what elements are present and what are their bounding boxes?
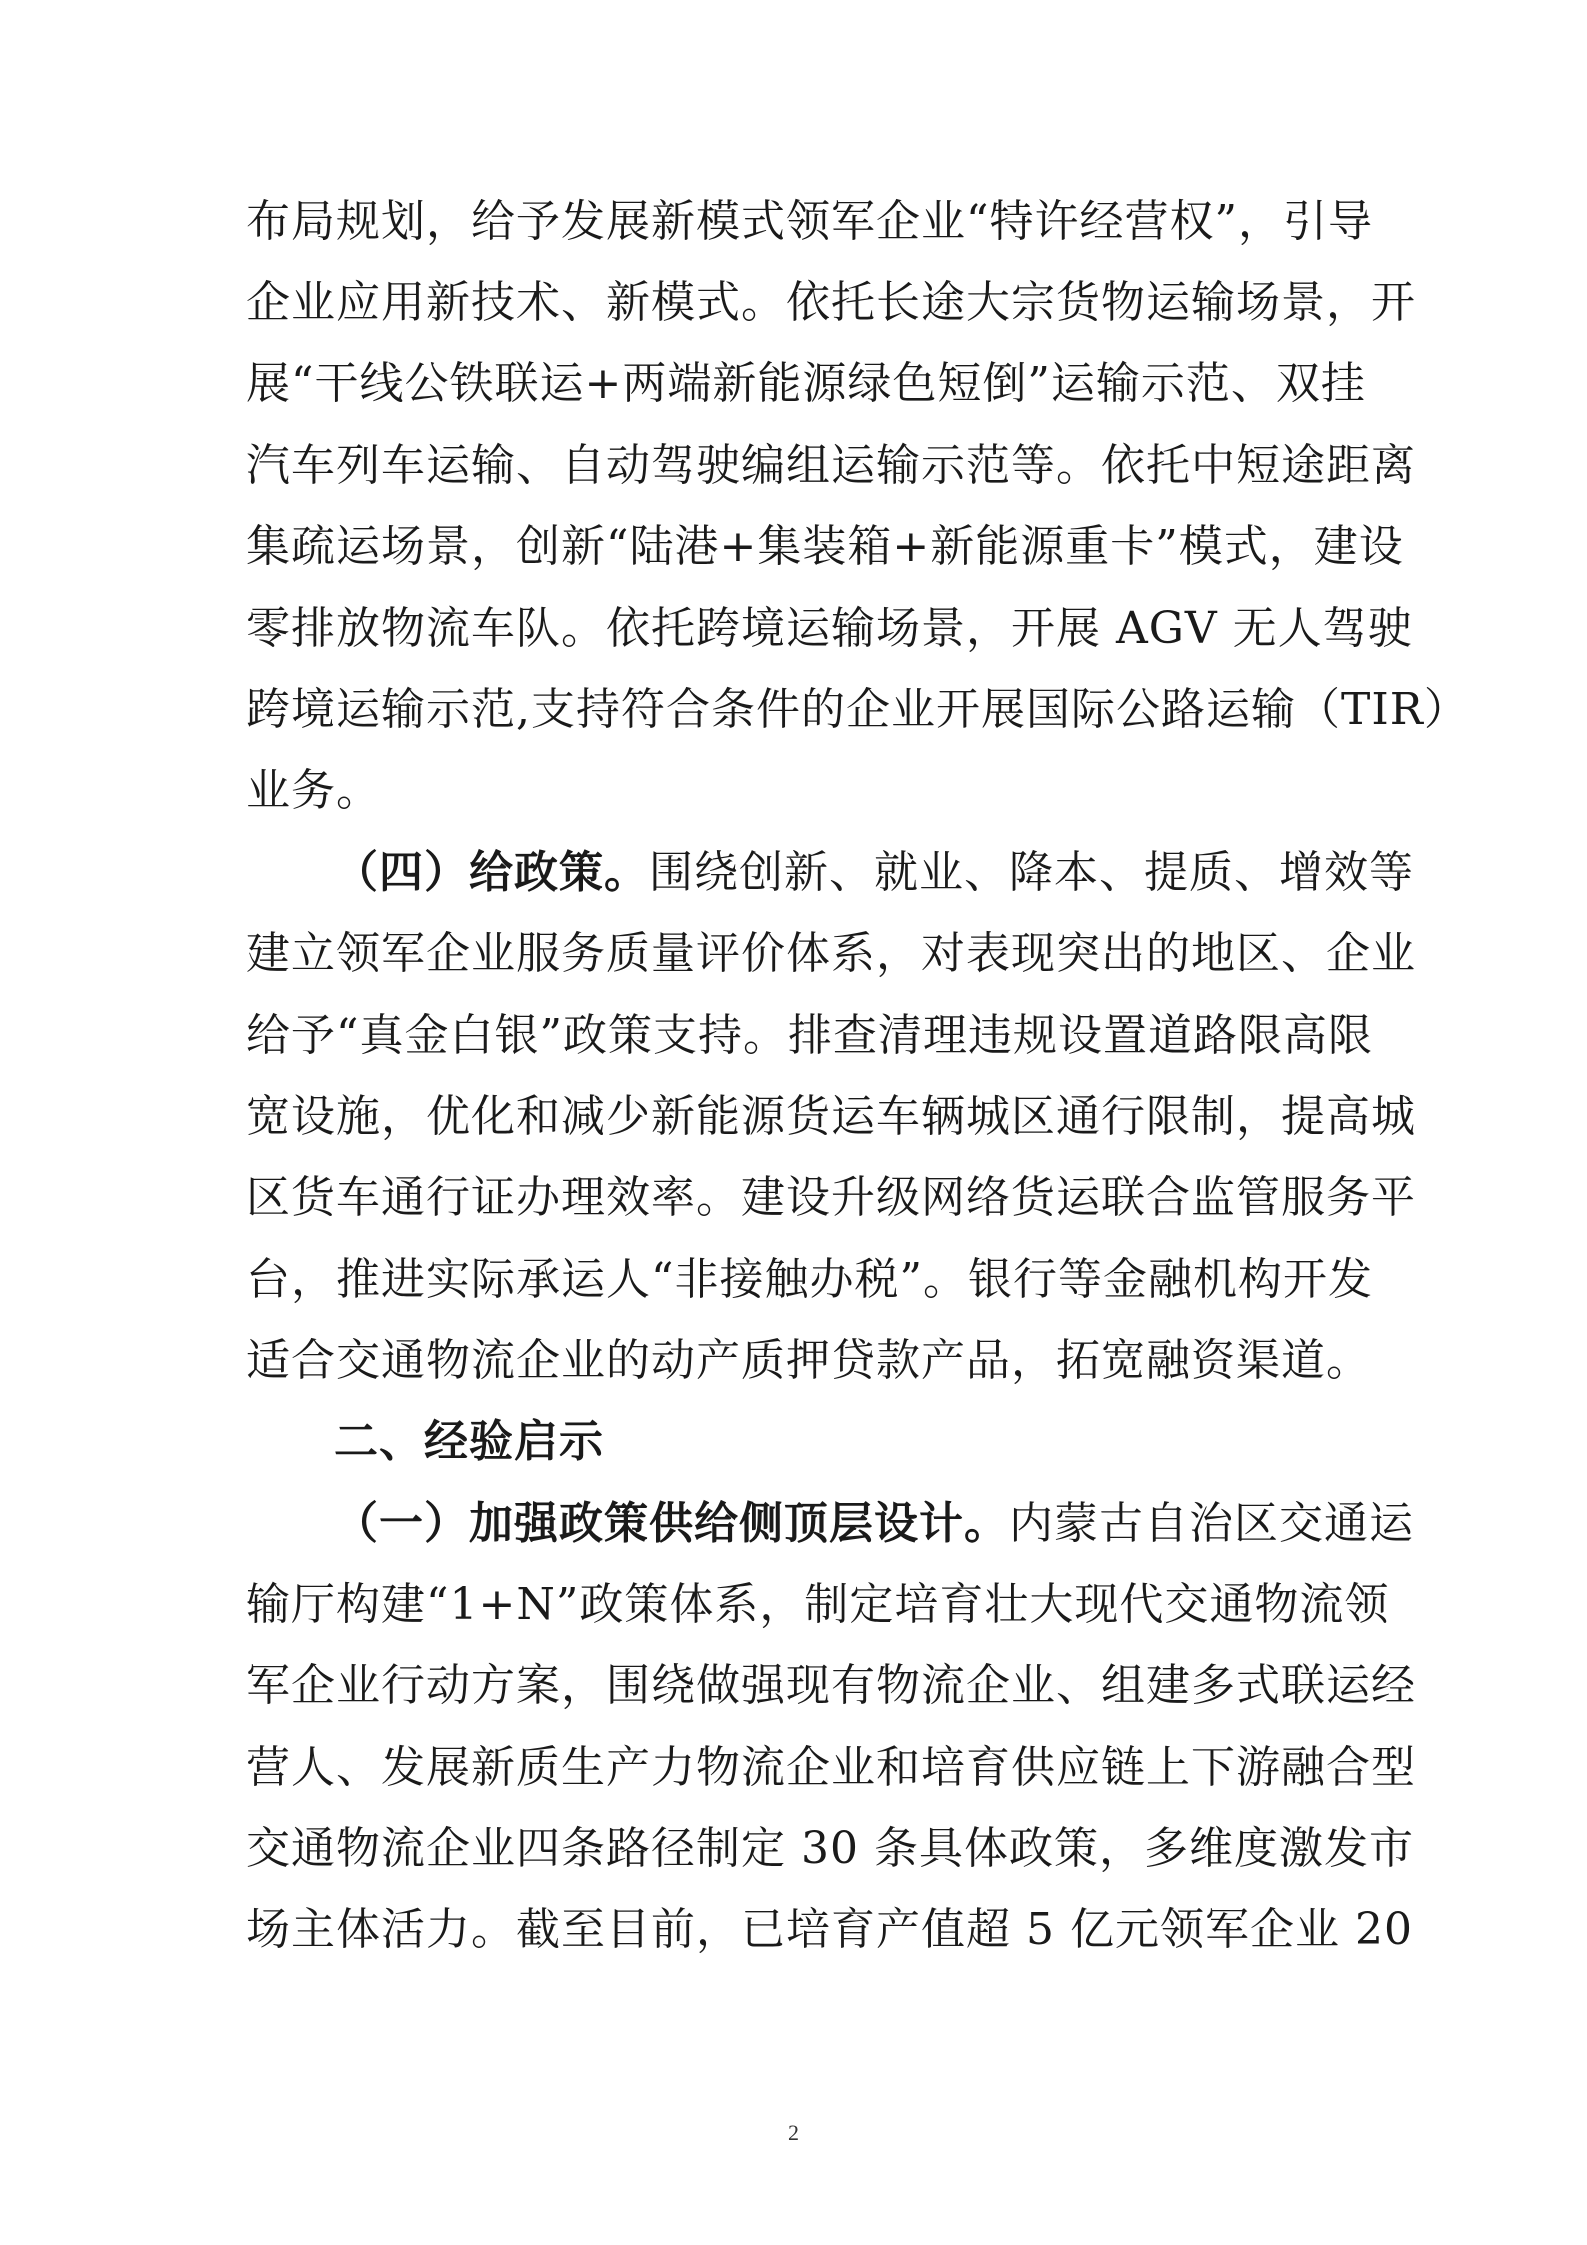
page-number: 2 [788, 2120, 799, 2145]
section-lead-line [334, 843, 1414, 903]
body-line: 跨境运输示范,支持符合条件的企业开展国际公路运输（TIR） [246, 684, 1469, 735]
body-line: 台，推进实际承运人“非接触办税”。银行等金融机构开发 [246, 1254, 1373, 1305]
body-line: 场主体活力。截至目前，已培育产值超 5 亿元领军企业 20 [246, 1904, 1413, 1955]
body-line: 营人、发展新质生产力物流企业和培育供应链上下游融合型 [246, 1742, 1416, 1793]
section-lead-text: 围绕创新、就业、降本、提质、增效等 [649, 847, 1414, 898]
section-lead-label: （一）加强政策供给侧顶层设计。 [334, 1498, 1009, 1549]
body-line: 建立领军企业服务质量评价体系，对表现突出的地区、企业 [246, 928, 1416, 979]
body-line: 零排放物流车队。依托跨境运输场景，开展 AGV 无人驾驶 [246, 603, 1413, 654]
body-line: 展“干线公铁联运+两端新能源绿色短倒”运输示范、双挂 [246, 358, 1366, 409]
body-line: 业务。 [246, 765, 381, 816]
section-heading: 二、经验启示 [334, 1416, 604, 1467]
section-lead-label: （四）给政策。 [334, 847, 649, 898]
body-line: 企业应用新技术、新模式。依托长途大宗货物运输场景，开 [246, 277, 1416, 328]
body-line: 布局规划，给予发展新模式领军企业“特许经营权”，引导 [246, 196, 1373, 247]
body-line: 输厅构建“1+N”政策体系，制定培育壮大现代交通物流领 [246, 1579, 1390, 1630]
body-line: 汽车列车运输、自动驾驶编组运输示范等。依托中短途距离 [246, 440, 1416, 491]
body-line: 区货车通行证办理效率。建设升级网络货运联合监管服务平 [246, 1172, 1416, 1223]
body-line: 给予“真金白银”政策支持。排查清理违规设置道路限高限 [246, 1010, 1373, 1061]
body-line: 军企业行动方案，围绕做强现有物流企业、组建多式联运经 [246, 1660, 1416, 1711]
section-lead-text: 内蒙古自治区交通运 [1009, 1498, 1414, 1549]
body-line: 适合交通物流企业的动产质押贷款产品，拓宽融资渠道。 [246, 1335, 1371, 1386]
body-line: 交通物流企业四条路径制定 30 条具体政策，多维度激发市 [246, 1823, 1414, 1874]
section-lead-line [334, 1494, 1414, 1554]
body-line: 宽设施，优化和减少新能源货运车辆城区通行限制，提高城 [246, 1091, 1416, 1142]
body-line: 集疏运场景，创新“陆港+集装箱+新能源重卡”模式，建设 [246, 521, 1404, 572]
